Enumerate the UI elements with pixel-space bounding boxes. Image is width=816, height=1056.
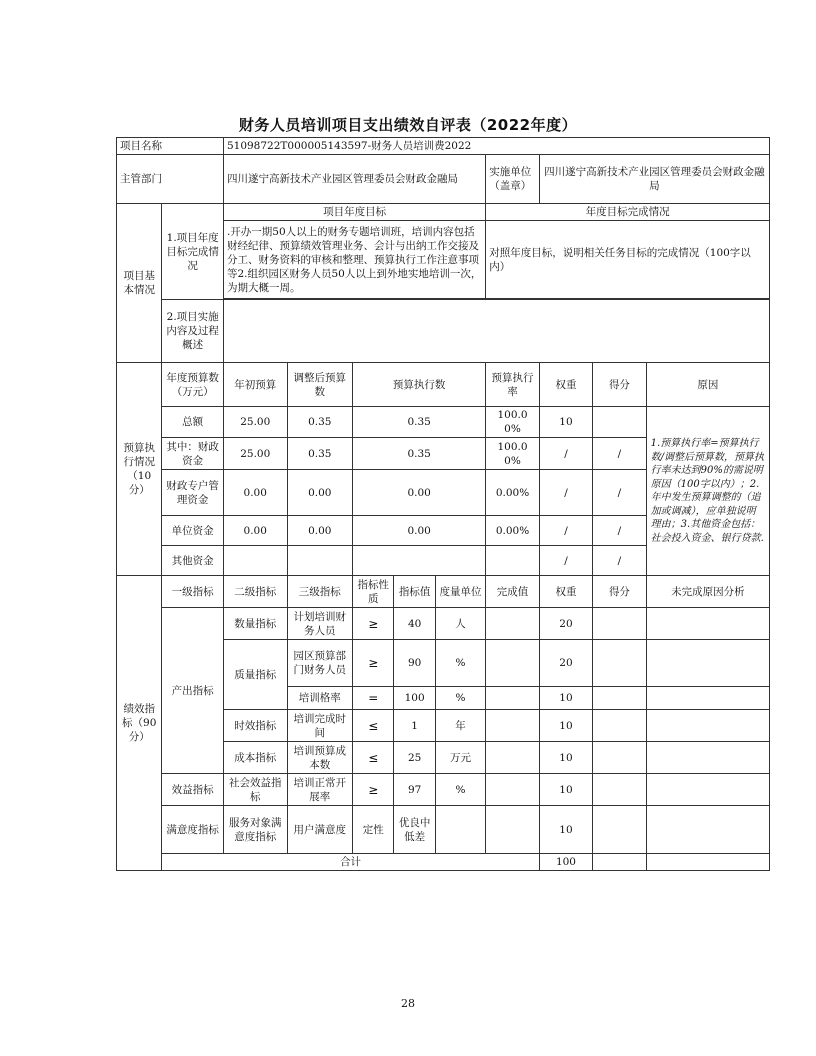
perf-row-reason [646, 806, 769, 854]
dept-label: 主管部门 [117, 155, 224, 204]
perf-row-weight: 10 [539, 742, 592, 774]
perf-row-value: 25 [394, 742, 435, 774]
perf-row-nature: ≤ [353, 710, 394, 742]
budget-header-rate: 预算执行率 [486, 363, 539, 407]
perf-row-weight: 10 [539, 774, 592, 806]
perf-header-weight: 权重 [539, 576, 592, 608]
perf-row-unit [435, 806, 485, 854]
budget-row-rate: 100.00% [486, 438, 539, 470]
budget-section-label: 预算执行情况（10分） [117, 363, 162, 576]
perf-row-unit: % [435, 774, 485, 806]
perf-row-nature: ≤ [353, 742, 394, 774]
perf-header-done: 完成值 [486, 576, 539, 608]
perf-row-score [593, 806, 646, 854]
perf-row-score [593, 608, 646, 640]
perf-row-done [486, 742, 539, 774]
perf-row-reason [646, 608, 769, 640]
implementation-value [223, 300, 769, 363]
benefit-indicator-label: 效益指标 [162, 774, 224, 806]
annual-completion-text: 对照年度目标，说明相关任务目标的完成情况（100字以内） [486, 221, 770, 299]
budget-row-initial: 0.00 [223, 516, 287, 546]
perf-row-l3: 培训格率 [287, 687, 353, 710]
perf-header-l1: 一级指标 [162, 576, 224, 608]
implementation-label: 2.项目实施内容及过程概述 [162, 300, 224, 363]
performance-table [116, 137, 770, 871]
total-reason [646, 854, 769, 871]
perf-row-done [486, 640, 539, 687]
budget-row-adjusted: 0.00 [287, 470, 353, 516]
total-weight: 100 [539, 854, 592, 871]
perf-row-l3: 用户满意度 [287, 806, 353, 854]
budget-row-executed: 0.35 [353, 407, 486, 438]
perf-header-nature: 指标性质 [353, 576, 394, 608]
perf-row-score [593, 687, 646, 710]
budget-row-score: / [593, 516, 646, 546]
budget-header-annual: 年度预算数（万元） [162, 363, 224, 407]
target-column-header: 项目年度目标 [223, 204, 485, 221]
perf-row-l3: 培训预算成本数 [287, 742, 353, 774]
budget-row-score: / [593, 438, 646, 470]
perf-row-done [486, 687, 539, 710]
perf-row-done [486, 608, 539, 640]
perf-row-l2: 数量指标 [223, 608, 287, 640]
budget-row-executed: 0.35 [353, 438, 486, 470]
budget-row-rate [486, 546, 539, 576]
budget-header-initial: 年初预算 [223, 363, 287, 407]
budget-row-name: 其中：财政资金 [162, 438, 224, 470]
budget-row-name: 总额 [162, 407, 224, 438]
perf-row-unit: % [435, 687, 485, 710]
perf-row-value: 90 [394, 640, 435, 687]
budget-row-weight: 10 [539, 407, 592, 438]
perf-row-weight: 20 [539, 608, 592, 640]
budget-row-weight: / [539, 438, 592, 470]
budget-row-rate: 100.00% [486, 407, 539, 438]
budget-row-score [593, 407, 646, 438]
budget-row-weight: / [539, 470, 592, 516]
budget-row-initial: 25.00 [223, 438, 287, 470]
budget-row-initial: 25.00 [223, 407, 287, 438]
completion-column-header: 年度目标完成情况 [486, 204, 770, 221]
perf-row-value: 1 [394, 710, 435, 742]
perf-section-label: 绩效指标（90分） [117, 576, 162, 871]
budget-header-weight: 权重 [539, 363, 592, 407]
perf-header-unit: 度量单位 [435, 576, 485, 608]
perf-row-score [593, 710, 646, 742]
basic-section-label: 项目基本情况 [117, 204, 162, 363]
budget-row-weight: / [539, 516, 592, 546]
perf-row-l2: 成本指标 [223, 742, 287, 774]
perf-row-reason [646, 742, 769, 774]
perf-row-unit: 万元 [435, 742, 485, 774]
output-indicator-label: 产出指标 [162, 608, 224, 774]
perf-row-nature: 定性 [353, 806, 394, 854]
annual-target-text: .开办一期50人以上的财务专题培训班，培训内容包括财经纪律、预算绩效管理业务、会计与出纳工作交接及分工、财务资料的审核和整理、预算执行工作注意事项等2.组织园区财务人员50人以上到外地实地培训一次，为期大概一周。 [223, 221, 485, 299]
budget-row-initial [223, 546, 287, 576]
perf-row-weight: 20 [539, 640, 592, 687]
perf-row-done [486, 806, 539, 854]
perf-row-unit: % [435, 640, 485, 687]
perf-row-l2: 社会效益指标 [223, 774, 287, 806]
page-title: 财务人员培训项目支出绩效自评表（2022年度） [238, 116, 578, 134]
perf-row-l3: 计划培训财务人员 [287, 608, 353, 640]
budget-row-rate: 0.00% [486, 470, 539, 516]
budget-row-score: / [593, 470, 646, 516]
perf-row-nature: ≥ [353, 640, 394, 687]
unit-value: 四川遂宁高新技术产业园区管理委员会财政金融局 [539, 155, 769, 204]
budget-row-adjusted: 0.00 [287, 516, 353, 546]
target-completion-label: 1.项目年度目标完成情况 [162, 204, 224, 300]
perf-row-l3: 培训完成时间 [287, 710, 353, 742]
perf-row-weight: 10 [539, 687, 592, 710]
perf-row-weight: 10 [539, 710, 592, 742]
perf-row-unit: 人 [435, 608, 485, 640]
perf-row-l2: 质量指标 [223, 640, 287, 710]
perf-row-reason [646, 774, 769, 806]
page-number: 28 [401, 997, 415, 1010]
budget-header-reason: 原因 [646, 363, 769, 407]
budget-row-adjusted: 0.35 [287, 438, 353, 470]
perf-row-reason [646, 640, 769, 687]
perf-row-l3: 园区预算部门财务人员 [287, 640, 353, 687]
perf-row-reason [646, 710, 769, 742]
total-label: 合计 [162, 854, 539, 871]
perf-header-score: 得分 [593, 576, 646, 608]
perf-header-l3: 三级指标 [287, 576, 353, 608]
perf-row-nature: ≥ [353, 608, 394, 640]
budget-header-score: 得分 [593, 363, 646, 407]
budget-row-score: / [593, 546, 646, 576]
perf-row-value: 97 [394, 774, 435, 806]
budget-reason-note: 1.预算执行率=预算执行数/调整后预算数，预算执行率未达到90%的需说明原因（100字以内）；2.年中发生预算调整的（追加或调减），应单独说明理由；3.其他资金包括：社会投入资金、银行贷款. [646, 407, 769, 576]
satisfaction-indicator-label: 满意度指标 [162, 806, 224, 854]
budget-row-name: 单位资金 [162, 516, 224, 546]
perf-header-l2: 二级指标 [223, 576, 287, 608]
perf-row-done [486, 710, 539, 742]
perf-row-done [486, 774, 539, 806]
perf-row-l3: 培训正常开展率 [287, 774, 353, 806]
budget-row-adjusted [287, 546, 353, 576]
perf-row-reason [646, 687, 769, 710]
perf-row-value: 100 [394, 687, 435, 710]
perf-row-l2: 服务对象满意度指标 [223, 806, 287, 854]
perf-row-score [593, 640, 646, 687]
perf-row-weight: 10 [539, 806, 592, 854]
unit-label: 实施单位（盖章） [486, 155, 539, 204]
project-name-value: 51098722T000005143597-财务人员培训费2022 [223, 138, 769, 155]
budget-row-weight: / [539, 546, 592, 576]
perf-row-nature: ≥ [353, 774, 394, 806]
budget-row-initial: 0.00 [223, 470, 287, 516]
total-score [593, 854, 646, 871]
budget-row-executed [353, 546, 486, 576]
perf-row-value: 40 [394, 608, 435, 640]
perf-row-nature: = [353, 687, 394, 710]
project-name-label: 项目名称 [117, 138, 224, 155]
perf-header-value: 指标值 [394, 576, 435, 608]
budget-row-name: 财政专户管理资金 [162, 470, 224, 516]
budget-row-executed: 0.00 [353, 516, 486, 546]
budget-row-executed: 0.00 [353, 470, 486, 516]
dept-value: 四川遂宁高新技术产业园区管理委员会财政金融局 [223, 155, 485, 204]
perf-row-score [593, 774, 646, 806]
perf-row-unit: 年 [435, 710, 485, 742]
perf-row-value: 优良中低差 [394, 806, 435, 854]
budget-row-adjusted: 0.35 [287, 407, 353, 438]
budget-row-rate: 0.00% [486, 516, 539, 546]
budget-row-name: 其他资金 [162, 546, 224, 576]
perf-header-reason: 未完成原因分析 [646, 576, 769, 608]
perf-row-l2: 时效指标 [223, 710, 287, 742]
perf-row-score [593, 742, 646, 774]
budget-header-adjusted: 调整后预算数 [287, 363, 353, 407]
budget-header-executed: 预算执行数 [353, 363, 486, 407]
